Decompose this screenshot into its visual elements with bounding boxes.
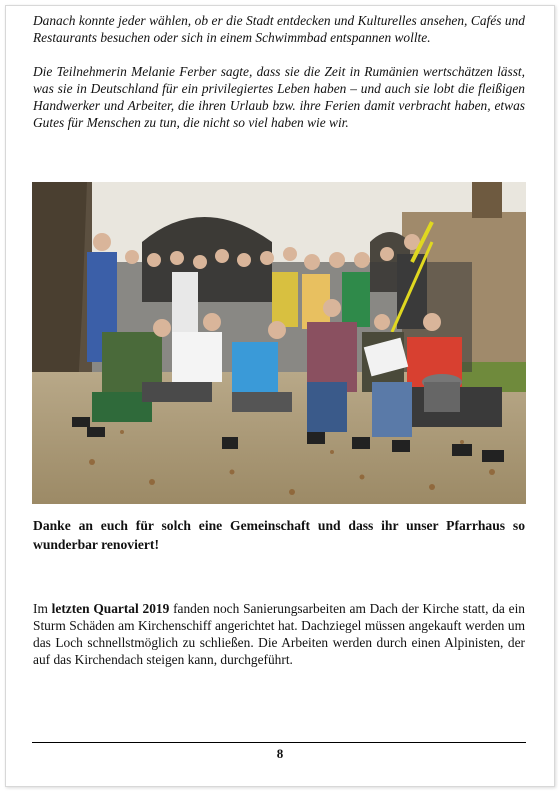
quarter-paragraph [33,600,525,668]
quarter-highlight: letzten Quartal 2019 [51,601,170,616]
page-number: 8 [276,746,284,761]
photo-caption: Danke an euch für solch eine Gemeinschaft und dass ihr unser Pfarrhaus so wunderbar renoviert! [33,518,525,552]
group-photo [32,182,526,504]
quarter-text-before: Im [33,601,52,616]
testimonial-paragraph: Die Teilnehmerin Melanie Ferber sagte, dass sie die Zeit in Rumänien wertschätzen lässt, was sie in Deutschland für ein privilegiertes Leben haben – und auch sie lobt die fleißigen Handwerker und Arbeiter, die ihren Urlaub bzw. ihre Ferien damit verbracht haben, etwas Gutes für Menschen zu tun, die nicht so viel haben wie wir. [33,64,525,130]
intro-paragraph: Danach konnte jeder wählen, ob er die Stadt entdecken und Kulturelles ansehen, Cafés und Restaurants besuchen oder sich in einem Schwimmbad entspannen wollte. [33,13,525,45]
footer-rule [32,742,526,743]
quarter-text-after: fanden noch Sanierungsarbeiten am Dach der Kirche statt, da ein Sturm Schäden am Kirchenschiff angerichtet hat. Dachziegel müssen angekauft werden um das Loch schnellstmöglich zu schließen. Die Arbeiten werden durch einen Alpinisten, der auf das Kirchendach steigen kann, durchgeführt. [33,601,525,667]
